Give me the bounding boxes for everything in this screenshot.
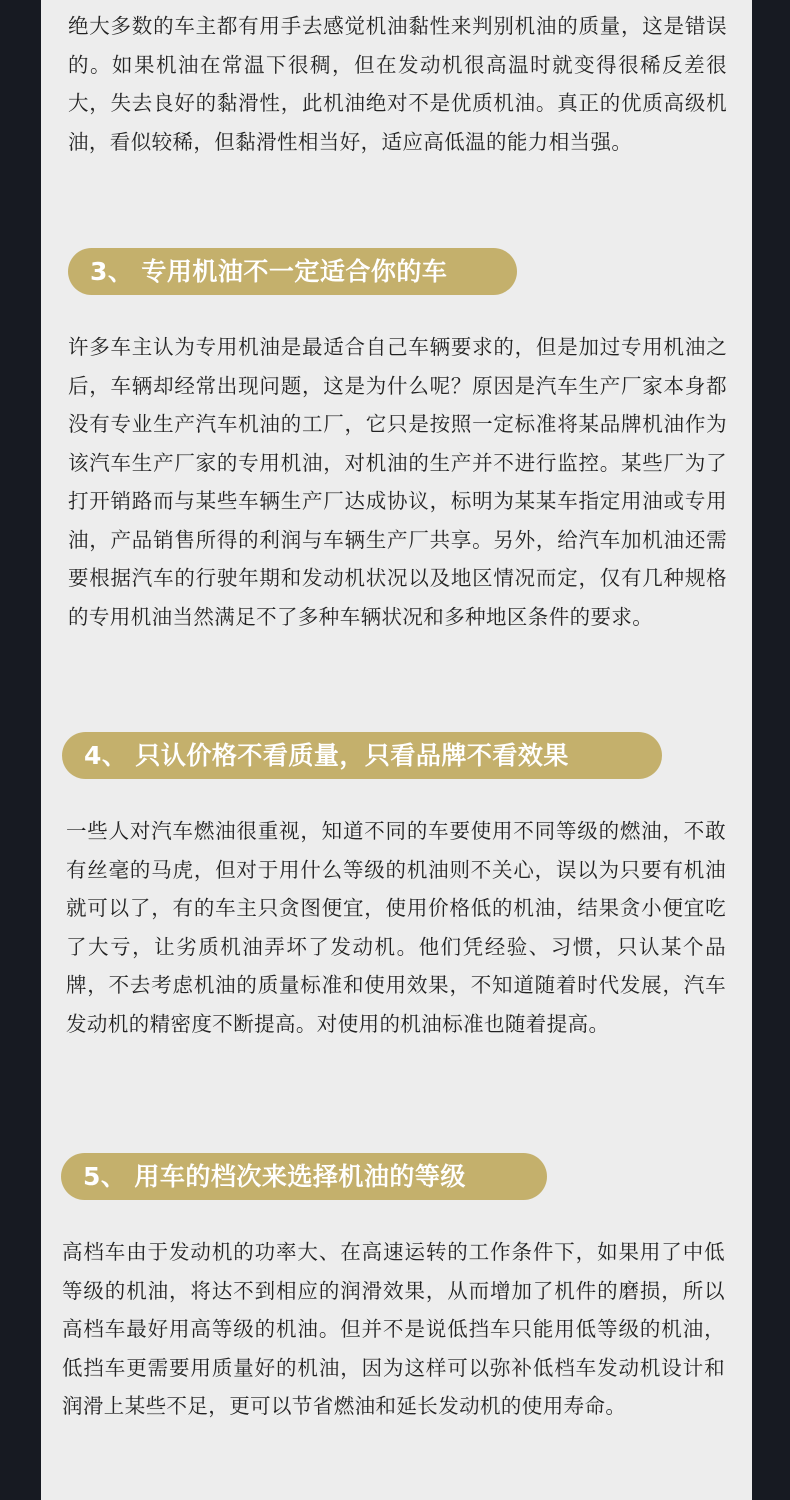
section-paragraph-4: 一些人对汽车燃油很重视，知道不同的车要使用不同等级的燃油，不敢有丝毫的马虎，但对于用什么等级的机油则不关心，误以为只要有机油就可以了，有的车主只贪图便宜，使用价格低的机油，结果贪小便宜吃了大亏，让劣质机油弄坏了发动机。他们凭经验、习惯，只认某个品牌，不去考虑机油的质量标准和使用效果，不知道随着时代发展，汽车发动机的精密度不断提高。对使用的机油标准也随着提高。 — [66, 819, 726, 1036]
article-page — [41, 0, 752, 1500]
section-number-4: 4、 — [84, 741, 128, 770]
section-number-5: 5、 — [83, 1162, 127, 1191]
section-heading-5 — [61, 1153, 547, 1200]
section-paragraph-5: 高档车由于发动机的功率大、在高速运转的工作条件下，如果用了中低等级的机油，将达不到相应的润滑效果，从而增加了机件的磨损，所以高档车最好用高等级的机油。但并不是说低挡车只能用低等级的机油，低挡车更需要用质量好的机油，因为这样可以弥补低档车发动机设计和润滑上某些不足，更可以节省燃油和延长发动机的使用寿命。 — [62, 1240, 725, 1418]
section-number-3: 3、 — [90, 257, 134, 286]
section-title-4: 只认价格不看质量，只看品牌不看效果 — [135, 741, 569, 770]
section-title-5: 用车的档次来选择机油的等级 — [134, 1162, 466, 1191]
intro-paragraph: 绝大多数的车主都有用手去感觉机油黏性来判别机油的质量，这是错误的。如果机油在常温下很稠，但在发动机很高温时就变得很稀反差很大，失去良好的黏滑性，此机油绝对不是优质机油。真正的优质高级机油，看似较稀，但黏滑性相当好，适应高低温的能力相当强。 — [68, 14, 727, 154]
section-heading-4 — [62, 732, 662, 779]
section-heading-3 — [68, 248, 517, 295]
section-paragraph-3: 许多车主认为专用机油是最适合自己车辆要求的，但是加过专用机油之后，车辆却经常出现问题，这是为什么呢？原因是汽车生产厂家本身都没有专业生产汽车机油的工厂，它只是按照一定标准将某品牌机油作为该汽车生产厂家的专用机油，对机油的生产并不进行监控。某些厂为了打开销路而与某些车辆生产厂达成协议，标明为某某车指定用油或专用油，产品销售所得的利润与车辆生产厂共享。另外，给汽车加机油还需要根据汽车的行驶年期和发动机状况以及地区情况而定，仅有几种规格的专用机油当然满足不了多种车辆状况和多种地区条件的要求。 — [68, 335, 727, 629]
section-title-3: 专用机油不一定适合你的车 — [141, 257, 448, 286]
